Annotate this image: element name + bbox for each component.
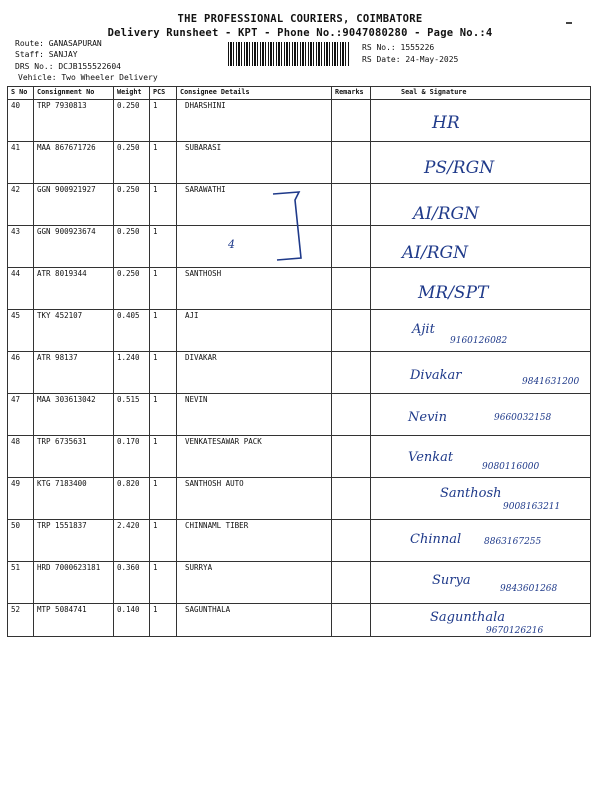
cell-signature <box>371 184 591 226</box>
document-title: THE PROFESSIONAL COURIERS, COIMBATORE <box>177 13 423 25</box>
cell-sno: 46 <box>8 352 34 394</box>
cell-cno: MTP 5084741 <box>34 604 114 637</box>
cell-weight: 0.250 <box>114 268 150 310</box>
cell-sno: 42 <box>8 184 34 226</box>
cell-cno: MAA 303613042 <box>34 394 114 436</box>
cell-sno: 51 <box>8 562 34 604</box>
cell-pcs: 1 <box>150 352 177 394</box>
cell-remarks <box>332 478 371 520</box>
signature-48: Venkat <box>408 450 454 465</box>
cell-pcs: 1 <box>150 226 177 268</box>
rs-number: RS No.: 1555226 <box>362 43 435 52</box>
cell-remarks <box>332 562 371 604</box>
cell-consignee: SANTHOSH <box>177 268 332 310</box>
signature-45: Ajit <box>412 322 435 337</box>
cell-remarks <box>332 310 371 352</box>
signature-52: Sagunthala <box>430 610 505 625</box>
cell-weight: 0.250 <box>114 142 150 184</box>
table-row <box>8 100 591 142</box>
signature-41: PS/RGN <box>424 158 495 178</box>
cell-signature <box>371 520 591 562</box>
cell-remarks <box>332 100 371 142</box>
cell-pcs: 1 <box>150 478 177 520</box>
cell-weight: 0.250 <box>114 100 150 142</box>
cell-sno: 48 <box>8 436 34 478</box>
cell-weight: 0.170 <box>114 436 150 478</box>
cell-consignee: SUBARASI <box>177 142 332 184</box>
vehicle-label: Vehicle: Two Wheeler Delivery <box>18 73 158 82</box>
cell-pcs: 1 <box>150 310 177 352</box>
cell-cno: GGN 900923674 <box>34 226 114 268</box>
signature-42: AI/RGN <box>413 204 479 224</box>
drs-label: DRS No.: DCJB155522604 <box>15 62 121 71</box>
cell-remarks <box>332 352 371 394</box>
cell-pcs: 1 <box>150 520 177 562</box>
cell-consignee: SURRYA <box>177 562 332 604</box>
cell-pcs: 1 <box>150 268 177 310</box>
cell-remarks <box>332 184 371 226</box>
cell-sno: 41 <box>8 142 34 184</box>
cell-sno: 45 <box>8 310 34 352</box>
cell-cno: TRP 1551837 <box>34 520 114 562</box>
cell-sno: 43 <box>8 226 34 268</box>
table-row <box>8 562 591 604</box>
column-header: Seal & Signature <box>371 87 591 100</box>
cell-weight: 0.250 <box>114 184 150 226</box>
cell-weight: 1.240 <box>114 352 150 394</box>
route-label: Route: GANASAPURAN <box>15 39 102 48</box>
cell-pcs: 1 <box>150 394 177 436</box>
column-header: Consignment No <box>34 87 114 100</box>
table-row <box>8 142 591 184</box>
cell-signature <box>371 352 591 394</box>
cell-consignee: SANTHOSH AUTO <box>177 478 332 520</box>
signature-47: Nevin <box>408 410 447 425</box>
cell-consignee: SARAWATHI <box>177 184 332 226</box>
cell-weight: 0.250 <box>114 226 150 268</box>
signature-51: Surya <box>432 573 471 588</box>
cell-signature <box>371 100 591 142</box>
cell-pcs: 1 <box>150 436 177 478</box>
cell-remarks <box>332 226 371 268</box>
cell-consignee: AJI <box>177 310 332 352</box>
cell-remarks <box>332 268 371 310</box>
column-header: Remarks <box>332 87 371 100</box>
cell-sno: 44 <box>8 268 34 310</box>
cell-sno: 40 <box>8 100 34 142</box>
cell-weight: 2.420 <box>114 520 150 562</box>
cell-weight: 0.140 <box>114 604 150 637</box>
cell-remarks <box>332 604 371 637</box>
phone-51: 9843601268 <box>500 584 558 594</box>
cell-signature <box>371 436 591 478</box>
phone-49: 9008163211 <box>503 502 561 512</box>
column-header: Consignee Details <box>177 87 332 100</box>
phone-50: 8863167255 <box>484 537 542 547</box>
cell-cno: MAA 867671726 <box>34 142 114 184</box>
signature-49: Santhosh <box>440 486 502 501</box>
barcode <box>228 42 350 66</box>
runsheet-table <box>7 86 591 637</box>
cell-consignee: VENKATESAWAR PACK <box>177 436 332 478</box>
cell-cno: ATR 98137 <box>34 352 114 394</box>
cell-signature <box>371 394 591 436</box>
cell-pcs: 1 <box>150 142 177 184</box>
cell-weight: 0.360 <box>114 562 150 604</box>
cell-pcs: 1 <box>150 562 177 604</box>
cell-cno: HRD 7000623181 <box>34 562 114 604</box>
cell-signature <box>371 562 591 604</box>
cell-sno: 49 <box>8 478 34 520</box>
column-header: Weight <box>114 87 150 100</box>
cell-weight: 0.820 <box>114 478 150 520</box>
cell-weight: 0.515 <box>114 394 150 436</box>
cell-pcs: 1 <box>150 604 177 637</box>
signature-46: Divakar <box>410 368 462 383</box>
handwritten-note: 4 <box>228 238 235 251</box>
cell-sno: 52 <box>8 604 34 637</box>
column-header: S No <box>8 87 34 100</box>
column-header: PCS <box>150 87 177 100</box>
phone-52: 9670126216 <box>486 626 544 636</box>
cell-remarks <box>332 394 371 436</box>
cell-cno: TRP 7930813 <box>34 100 114 142</box>
cell-consignee: DIVAKAR <box>177 352 332 394</box>
cell-consignee: NEVIN <box>177 394 332 436</box>
rs-date: RS Date: 24-May-2025 <box>362 55 459 64</box>
signature-44: MR/SPT <box>418 283 489 303</box>
table-header-row <box>8 87 591 100</box>
cell-pcs: 1 <box>150 184 177 226</box>
phone-48: 9080116000 <box>482 462 540 472</box>
phone-46: 9841631200 <box>522 377 580 387</box>
scan-mark <box>566 22 572 24</box>
cell-cno: KTG 7183400 <box>34 478 114 520</box>
cell-pcs: 1 <box>150 100 177 142</box>
cell-weight: 0.405 <box>114 310 150 352</box>
signature-40: HR <box>432 113 460 133</box>
cell-cno: TKY 452107 <box>34 310 114 352</box>
signature-50: Chinnal <box>410 532 462 547</box>
staff-label: Staff: SANJAY <box>15 50 78 59</box>
cell-cno: ATR 8019344 <box>34 268 114 310</box>
cell-consignee: DHARSHINI <box>177 100 332 142</box>
cell-consignee: CHINNAML TIBER <box>177 520 332 562</box>
cell-sno: 47 <box>8 394 34 436</box>
cell-remarks <box>332 436 371 478</box>
cell-sno: 50 <box>8 520 34 562</box>
phone-45: 9160126082 <box>450 336 508 346</box>
cell-cno: GGN 900921927 <box>34 184 114 226</box>
phone-47: 9660032158 <box>494 413 552 423</box>
document-subtitle: Delivery Runsheet - KPT - Phone No.:9047080280 - Page No.:4 <box>107 27 493 39</box>
cell-remarks <box>332 520 371 562</box>
cell-consignee: SAGUNTHALA <box>177 604 332 637</box>
signature-43: AI/RGN <box>402 243 468 263</box>
handwritten-bracket-mark <box>265 188 315 268</box>
table-row <box>8 352 591 394</box>
cell-cno: TRP 6735631 <box>34 436 114 478</box>
table-row <box>8 268 591 310</box>
table-row <box>8 478 591 520</box>
cell-remarks <box>332 142 371 184</box>
